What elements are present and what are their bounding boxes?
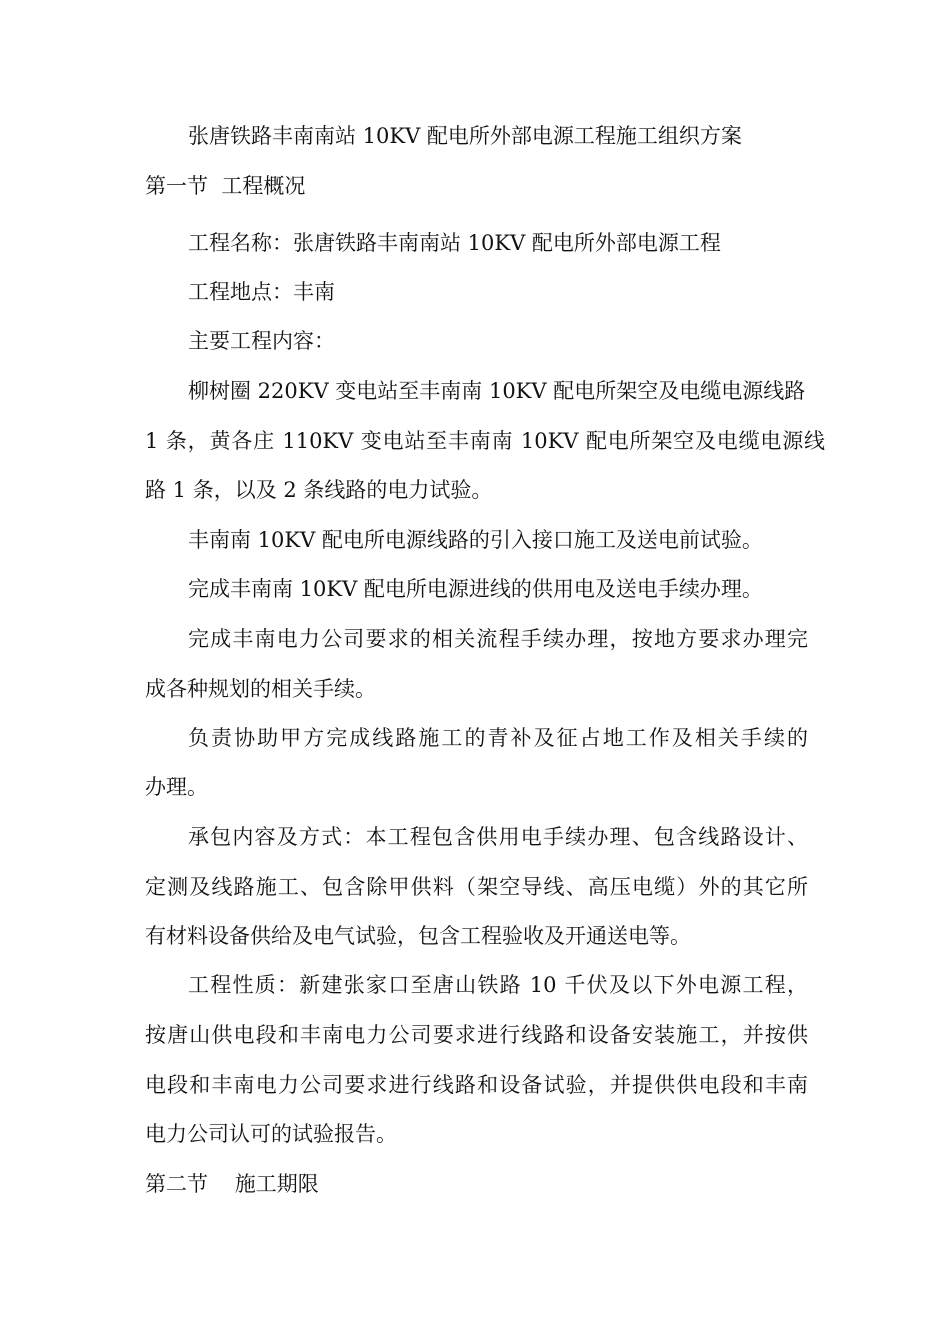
paragraph-line: 工程性质：新建张家口至唐山铁路 10 千伏及以下外电源工程， bbox=[188, 973, 808, 997]
paragraph-line: 负责协助甲方完成线路施工的青补及征占地工作及相关手续的 bbox=[188, 726, 808, 750]
document-title: 张唐铁路丰南南站 10KV 配电所外部电源工程施工组织方案 bbox=[188, 124, 742, 148]
paragraph-line: 定测及线路施工、包含除甲供料（架空导线、高压电缆）外的其它所 bbox=[145, 875, 808, 899]
paragraph-line: 按唐山供电段和丰南电力公司要求进行线路和设备安装施工，并按供 bbox=[145, 1023, 808, 1047]
main-content-label: 主要工程内容： bbox=[188, 329, 335, 353]
paragraph-line: 有材料设备供给及电气试验，包含工程验收及开通送电等。 bbox=[145, 924, 691, 948]
paragraph-line: 1 条，黄各庄 110KV 变电站至丰南南 10KV 配电所架空及电缆电源线 bbox=[145, 429, 825, 453]
paragraph-line: 成各种规划的相关手续。 bbox=[145, 677, 376, 701]
paragraph-line: 完成丰南电力公司要求的相关流程手续办理，按地方要求办理完 bbox=[188, 627, 808, 651]
paragraph-line: 丰南南 10KV 配电所电源线路的引入接口施工及送电前试验。 bbox=[188, 528, 763, 552]
project-name-line: 工程名称：张唐铁路丰南南站 10KV 配电所外部电源工程 bbox=[188, 231, 721, 255]
section-heading-1: 第一节 工程概况 bbox=[145, 174, 306, 198]
paragraph-line: 电力公司认可的试验报告。 bbox=[145, 1122, 397, 1146]
section-heading-2: 第二节 施工期限 bbox=[145, 1172, 319, 1196]
paragraph-line: 电段和丰南电力公司要求进行线路和设备试验，并提供供电段和丰南 bbox=[145, 1073, 808, 1097]
paragraph-line: 柳树圈 220KV 变电站至丰南南 10KV 配电所架空及电缆电源线路 bbox=[188, 379, 806, 403]
paragraph-line: 办理。 bbox=[145, 775, 208, 799]
project-location-line: 工程地点：丰南 bbox=[188, 280, 335, 304]
paragraph-line: 承包内容及方式：本工程包含供用电手续办理、包含线路设计、 bbox=[188, 825, 808, 849]
paragraph-line: 完成丰南南 10KV 配电所电源进线的供用电及送电手续办理。 bbox=[188, 577, 763, 601]
paragraph-line: 路 1 条，以及 2 条线路的电力试验。 bbox=[145, 478, 493, 502]
